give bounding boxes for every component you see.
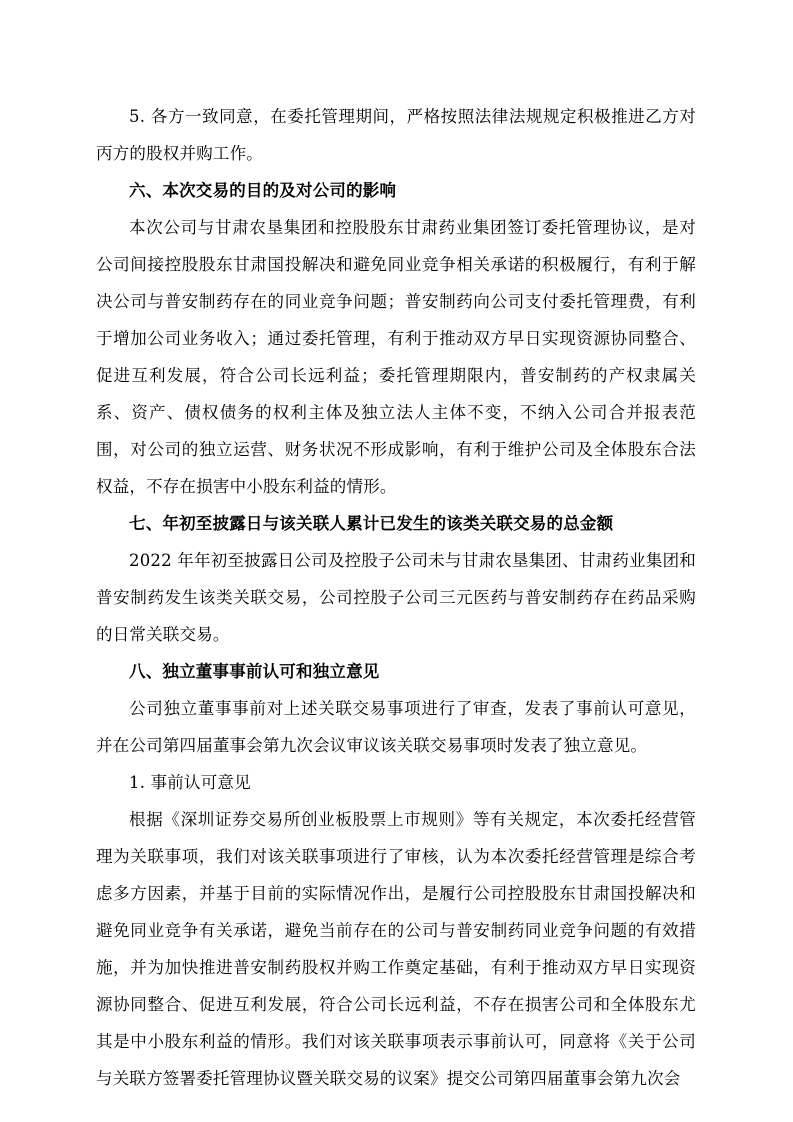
paragraph-section-eight-body: 公司独立董事事前对上述关联交易事项进行了审查，发表了事前认可意见，并在公司第四届董事会第九次会议审议该关联交易事项时发表了独立意见。	[96, 699, 696, 755]
heading-section-seven: 七、年初至披露日与该关联人累计已发生的该类关联交易的总金额	[129, 514, 614, 533]
paragraph-section-six-body: 本次公司与甘肃农垦集团和控股股东甘肃药业集团签订委托管理协议，是对公司间接控股股东甘肃国投解决和避免同业竞争相关承诺的积极履行，有利于解决公司与普安制药存在的同业竞争问题；普安制药向公司支付委托管理费，有利于增加公司业务收入；通过委托管理，有利于推动双方早日实现资源协同整合、促进互利发展，符合公司长远利益；委托管理期限内，普安制药的产权隶属关系、资产、债权债务的权利主体及独立法人主体不变，不纳入公司合并报表范围，对公司的独立运营、财务状况不形成影响，有利于维护公司及全体股东合法权益，不存在损害中小股东利益的情形。	[96, 218, 696, 496]
heading-section-six: 六、本次交易的目的及对公司的影响	[129, 181, 397, 200]
paragraph-clause-5: 5. 各方一致同意，在委托管理期间，严格按照法律法规规定积极推进乙方对丙方的股权并购工作。	[96, 107, 696, 163]
paragraph-section-seven-body: 2022 年年初至披露日公司及控股子公司未与甘肃农垦集团、甘肃药业集团和普安制药发生该类关联交易，公司控股子公司三元医药与普安制药存在药品采购的日常关联交易。	[96, 551, 696, 644]
subheading-prior-approval: 1. 事前认可意见	[129, 773, 251, 792]
heading-section-eight: 八、独立董事事前认可和独立意见	[129, 662, 380, 681]
paragraph-prior-approval-body: 根据《深圳证券交易所创业板股票上市规则》等有关规定，本次委托经营管理为关联事项，我们对该关联事项进行了审核，认为本次委托经营管理是综合考虑多方因素，并基于目前的实际情况作出，是履行公司控股股东甘肃国投解决和避免同业竞争有关承诺，避免当前存在的公司与普安制药同业竞争问题的有效措施，并为加快推进普安制药股权并购工作奠定基础，有利于推动双方早日实现资源协同整合、促进互利发展，符合公司长远利益，不存在损害公司和全体股东尤其是中小股东利益的情形。我们对该关联事项表示事前认可，同意将《关于公司与关联方签署委托管理协议暨关联交易的议案》提交公司第四届董事会第九次会	[96, 810, 696, 1088]
document-body	[96, 98, 696, 1097]
